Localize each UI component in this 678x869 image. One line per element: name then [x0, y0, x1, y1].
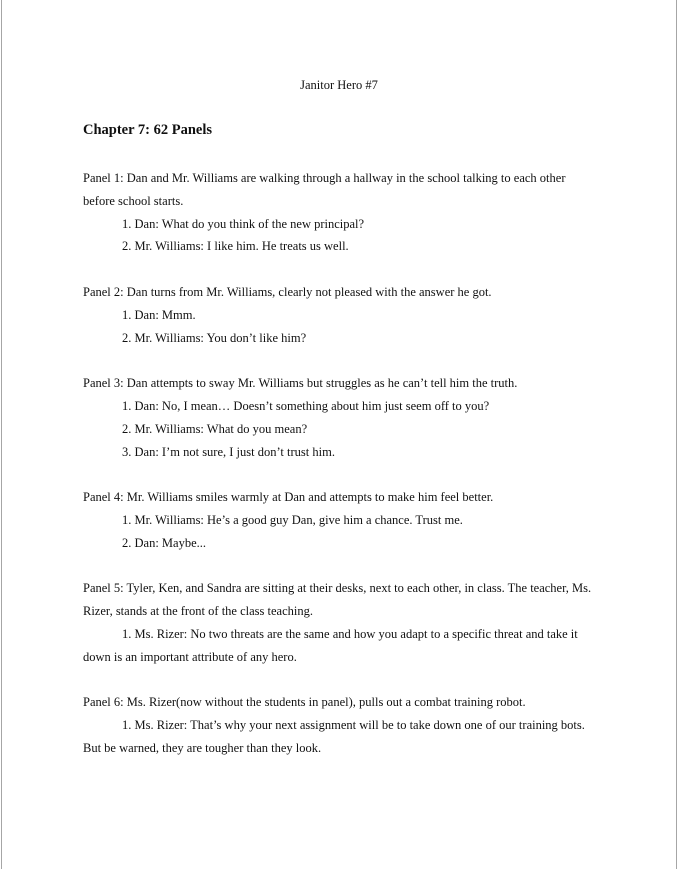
dialogue-line: 3. Dan: I’m not sure, I just don’t trust him.	[122, 444, 335, 459]
dialogue-line: 2. Mr. Williams: I like him. He treats us well.	[122, 239, 349, 254]
panel-5	[83, 577, 600, 668]
panel-4	[83, 486, 600, 554]
script-body	[83, 167, 600, 783]
dialogue-line: 1. Dan: Mmm.	[122, 307, 196, 322]
document-page	[1, 0, 677, 869]
panel-1	[83, 167, 600, 258]
panel-description: Panel 4: Mr. Williams smiles warmly at Dan and attempts to make him feel better.	[83, 490, 494, 505]
panel-description: Panel 6: Ms. Rizer(now without the students in panel), pulls out a combat training robot.	[83, 695, 526, 710]
panel-description: Panel 2: Dan turns from Mr. Williams, clearly not pleased with the answer he got.	[83, 284, 492, 299]
panel-description: Panel 3: Dan attempts to sway Mr. Williams but struggles as he can’t tell him the truth.	[83, 376, 518, 391]
panel-3	[83, 372, 600, 463]
dialogue-line: 1. Dan: What do you think of the new principal?	[122, 216, 365, 231]
dialogue-line: 2. Mr. Williams: What do you mean?	[122, 421, 308, 436]
panel-2	[83, 281, 600, 349]
dialogue-line: 1. Ms. Rizer: That’s why your next assignment will be to take down one of our training bots. But be warned, they are tougher than they look.	[83, 718, 585, 755]
panel-6	[83, 691, 600, 759]
chapter-title: Chapter 7: 62 Panels	[83, 122, 213, 138]
dialogue-line: 2. Mr. Williams: You don’t like him?	[122, 330, 307, 345]
dialogue-line: 1. Dan: No, I mean… Doesn’t something about him just seem off to you?	[122, 398, 490, 413]
dialogue-line: 1. Mr. Williams: He’s a good guy Dan, give him a chance. Trust me.	[122, 512, 463, 527]
page-header: Janitor Hero #7	[300, 78, 378, 92]
panel-description: Panel 1: Dan and Mr. Williams are walking through a hallway in the school talking to each other before school starts.	[83, 171, 566, 208]
panel-description: Panel 5: Tyler, Ken, and Sandra are sitting at their desks, next to each other, in class. The teacher, Ms. Rizer, stands at the front of the class teaching.	[83, 581, 592, 619]
dialogue-line: 2. Dan: Maybe...	[122, 535, 207, 550]
dialogue-line: 1. Ms. Rizer: No two threats are the same and how you adapt to a specific threat and take it down is an important attribute of any hero.	[83, 626, 578, 664]
